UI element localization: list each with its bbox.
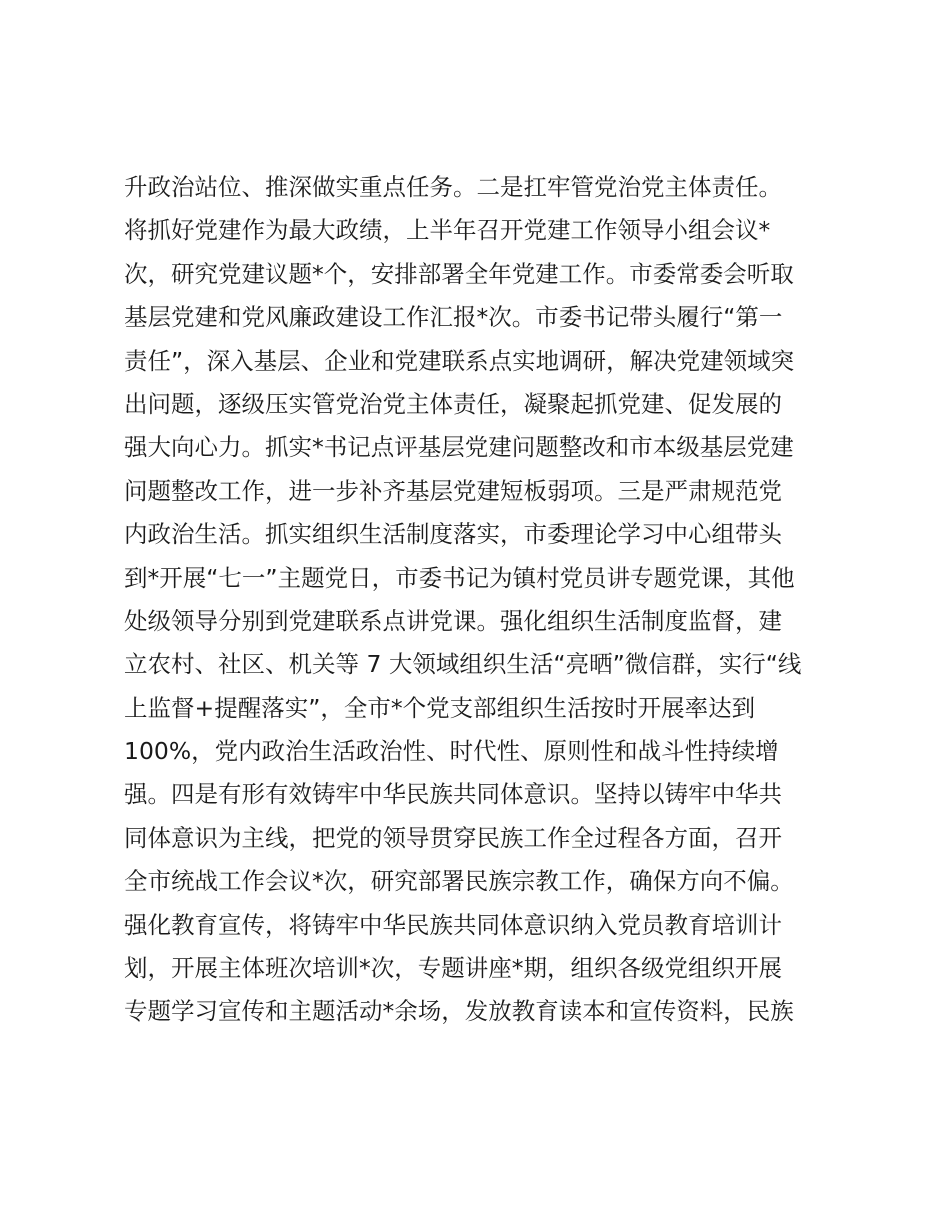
- text-line: 基层党建和党风廉政建设工作汇报*次。市委书记带头履行“第一: [124, 303, 783, 332]
- text-line: 全市统战工作会议*次，研究部署民族宗教工作，确保方向不偏。: [124, 867, 794, 896]
- text-line: 处级领导分别到党建联系点讲党课。强化组织生活制度监督，建: [124, 606, 782, 635]
- text-line: 次，研究党建议题*个，安排部署全年党建工作。市委常委会听取: [124, 259, 794, 288]
- text-line: 问题整改工作，进一步补齐基层党建短板弱项。三是严肃规范党: [124, 476, 782, 505]
- text-line: 立农村、社区、机关等 7 大领域组织生活“亮晒”微信群，实行“线: [124, 650, 802, 679]
- text-line: 将抓好党建作为最大政绩，上半年召开党建工作领导小组会议*: [124, 216, 771, 245]
- text-line: 责任”，深入基层、企业和党建联系点实地调研，解决党建领域突: [124, 346, 795, 375]
- text-line: 专题学习宣传和主题活动*余场，发放教育读本和宣传资料，民族: [124, 997, 794, 1026]
- body-paragraph: [124, 166, 844, 1034]
- text-line: 同体意识为主线，把党的领导贯穿民族工作全过程各方面，召开: [124, 823, 782, 852]
- text-line: 强。四是有形有效铸牢中华民族共同体意识。坚持以铸牢中华共: [124, 780, 782, 809]
- text-line: 100%，党内政治生活政治性、时代性、原则性和战斗性持续增: [124, 737, 779, 766]
- text-line: 到*开展“七一”主题党日，市委书记为镇村党员讲专题党课，其他: [124, 563, 795, 592]
- text-line: 出问题，逐级压实管党治党主体责任，凝聚起抓党建、促发展的: [124, 389, 782, 418]
- text-line: 划，开展主体班次培训*次，专题讲座*期，组织各级党组织开展: [124, 954, 782, 983]
- text-line: 内政治生活。抓实组织生活制度落实，市委理论学习中心组带头: [124, 520, 782, 549]
- text-line: 强大向心力。抓实*书记点评基层党建问题整改和市本级基层党建: [124, 433, 794, 462]
- text-line: 升政治站位、推深做实重点任务。二是扛牢管党治党主体责任。: [124, 173, 782, 201]
- text-line: 上监督+提醒落实”，全市*个党支部组织生活按时开展率达到: [124, 693, 756, 722]
- text-line: 强化教育宣传，将铸牢中华民族共同体意识纳入党员教育培训计: [124, 910, 782, 939]
